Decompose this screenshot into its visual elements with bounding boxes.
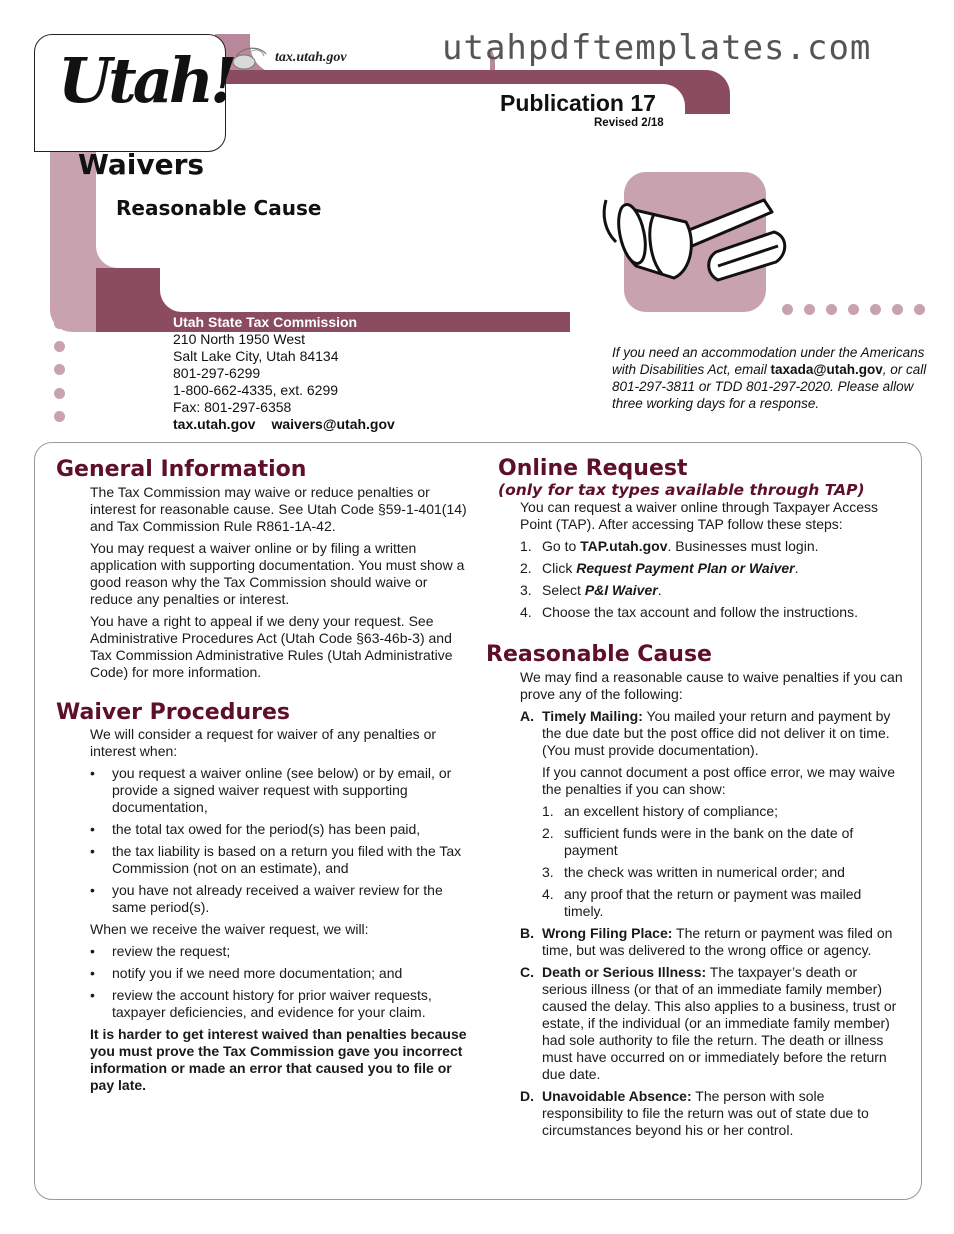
bullet-mark: • [90,882,95,898]
condition-item-text: the total tax owed for the period(s) has been paid, [112,821,421,837]
condition-item [90,882,474,916]
online-request-heading: Online Request [498,456,688,481]
online-request-subheading: (only for tax types available through TAP) [498,481,865,499]
bullet-mark: • [90,765,95,781]
condition-item [90,821,474,838]
publication-number: Publication 17 [500,90,656,116]
page-subtitle: Reasonable Cause [116,196,322,220]
ada-email-link[interactable]: taxada@utah.gov [770,362,883,377]
bullet-mark: • [90,821,95,837]
proof-item: 1. an excellent history of compliance; [542,803,778,819]
action-item-text: review the account history for prior waiver requests, taxpayer deficiencies, and evidence for your claim. [112,987,432,1020]
reasonable-cause-list [520,708,904,1139]
watermark: utahpdftemplates.com [442,28,872,68]
cause-death-or-illness: C. Death or Serious Illness: The taxpayer’s death or serious illness (or that of an immediate family member) caused the delay. This also applies to a business, trust or estate, if the individual (or an immediate family member) had sole authority to file the return. The death or illness must have occurred on or immediately before the return due date. [520,964,897,1082]
proof-number: 3. [542,864,554,880]
online-step: 2. Click Request Payment Plan or Waiver. [520,560,799,576]
bullet-mark: • [90,987,95,1003]
bullet-mark: • [90,843,95,859]
step-number: 4. [520,604,532,620]
waiver-actions-list [90,943,474,1021]
step-number: 2. [520,560,532,576]
phone-tollfree: 1-800-662-4335, ext. 6299 [173,382,339,398]
online-request-text: You can request a waiver online through Taxpayer Access Point (TAP). After accessing TAP follow these steps: 1. Go to TAP.utah.gov. Businesses must login. 2. Click Request Payment Plan or Waiver. 3. Select P&I Waiver. 4. Choose the tax account and follow the instructions. [520,499,904,626]
waiver-procedures-text: We will consider a request for waiver of any penalties or interest when: • you request a waiver online (see below) or by email, or provide a signed waiver request with supporting documentation, • the total tax owed for the period(s) has been paid, • the tax liability is based on a return you filed with the Tax Commission (not on an estimate), and • you have not already received a waiver review for the same period(s). When we receive the waiver request, we will: • review the request; • notify you if we need more documentation; and • review the account history for prior waiver requests, taxpayer deficiencies, and evidence for your claim. It is harder to get interest waived than penalties because you must prove the Tax Commission gave you incorrect information or made an error that caused you to file or pay late. [90,726,474,1099]
step-number: 1. [520,538,532,554]
contact-block [173,314,395,433]
action-item-text: notify you if we need more documentation; and [112,965,403,981]
reasonable-cause-text: We may find a reasonable cause to waive penalties if you can prove any of the following: A. Timely Mailing: You mailed your return and payment by the due date but the post office did not deliver it on time. (You must provide documentation). If you cannot document a post office error, we may waive the penalties if you can show: 1. an excellent history of compliance; 2. sufficient funds were in the bank on the date of payment 3. the check was written in numerical order; and 4. any proof that the return or payment was mailed timely. B. Wrong Filing Place: The return or payment was filed on time, but was delivered to the wrong office or agency. C. Death or Serious Illness: The taxpayer’s death or serious illness (or that of an immediate family member) caused the delay. This also applies to a business, trust or estate, if the individual (or an immediate family member) had sole authority to file the return. The death or illness must have occurred on or immediately before the return due date. D. Unavoidable Absence: The person with sole responsibility to file the return was out of state due to circumstances beyond his or her control. [520,669,903,1138]
general-information-heading: General Information [56,457,307,482]
cause-unavoidable-absence: D. Unavoidable Absence: The person with sole responsibility to file the return was out of state due to circumstances beyond his or her control. [520,1088,869,1138]
cause-timely-mailing: A. Timely Mailing: You mailed your return and payment by the due date but the post office did not deliver it on time. (You must provide documentation). If you cannot document a post office error, we may waive the penalties if you can show: 1. an excellent history of compliance; 2. sufficient funds were in the bank on the date of payment 3. the check was written in numerical order; and 4. any proof that the return or payment was mailed timely. [520,708,904,920]
agency-name: Utah State Tax Commission [173,314,358,330]
waiver-conditions-list [90,765,474,916]
condition-item-text: you request a waiver online (see below) or by email, or provide a signed waiver request with supporting documentation, [112,765,452,815]
action-item [90,965,474,982]
condition-item [90,765,474,816]
contact-block-cutout [160,268,570,312]
utah-logo: Utah! [58,44,234,117]
waiver-procedures-heading: Waiver Procedures [56,700,290,725]
action-item-text: review the request; [112,943,231,959]
address-line-1: 210 North 1950 West [173,331,306,347]
timely-mailing-proof-list [542,803,904,920]
revision-date: Revised 2/18 [594,117,664,129]
site-url: tax.utah.gov [275,50,347,65]
gavel-icon [596,170,796,300]
online-step: 4. Choose the tax account and follow the instructions. [520,604,858,620]
proof-item: 2. sufficient funds were in the bank on the date of payment [542,825,854,858]
cause-wrong-filing-place: B. Wrong Filing Place: The return or payment was filed on time, but was delivered to the wrong office or agency. [520,925,893,958]
proof-number: 2. [542,825,554,841]
ada-notice: If you need an accommodation under the Americans with Disabilities Act, email taxada@utah.gov, or call 801-297-3811 or TDD 801-297-2020. Please allow three working days for a response. [612,345,927,411]
bullet-mark: • [90,943,95,959]
interest-note: It is harder to get interest waived than penalties because you must prove the Tax Commission gave you incorrect information or made an error that caused you to file or pay late. [90,1026,467,1093]
proof-item: 4. any proof that the return or payment was mailed timely. [542,886,862,919]
address-line-2: Salt Lake City, Utah 84134 [173,348,339,364]
website-link[interactable]: tax.utah.gov [173,416,256,432]
general-information-text: The Tax Commission may waive or reduce penalties or interest for reasonable cause. See Utah Code §59-1-401(14) and Tax Commission Rule R861-1A-42. You may request a waiver online or by filing a written application with supporting documentation. You must show a good reason why the Tax Commission should waive or reduce any penalties or interest. You have a right to appeal if we deny your request. See Administrative Procedures Act (Utah Code §63-46b-3) and Tax Commission Administrative Rules (Utah Administrative Code) for more information. [90,484,467,680]
online-step: 1. Go to TAP.utah.gov. Businesses must login. [520,538,819,554]
page-title: Waivers [78,148,205,181]
proof-number: 1. [542,803,554,819]
action-item [90,987,474,1021]
fax-number: Fax: 801-297-6358 [173,399,292,415]
phone-local: 801-297-6299 [173,365,261,381]
condition-item-text: you have not already received a waiver review for the same period(s). [112,882,443,915]
step-emphasis[interactable]: TAP.utah.gov [580,538,668,554]
bullet-mark: • [90,965,95,981]
action-item [90,943,474,960]
online-steps-list [520,538,904,621]
condition-item-text: the tax liability is based on a return you filed with the Tax Commission (not on an estimate), and [112,843,462,876]
online-step: 3. Select P&I Waiver. [520,582,662,598]
reasonable-cause-heading: Reasonable Cause [486,642,712,667]
step-emphasis: P&I Waiver [584,582,658,598]
email-link[interactable]: waivers@utah.gov [271,416,395,432]
condition-item [90,843,474,877]
step-emphasis: Request Payment Plan or Waiver [576,560,795,576]
proof-item: 3. the check was written in numerical order; and [542,864,845,880]
proof-number: 4. [542,886,554,902]
step-number: 3. [520,582,532,598]
envelope-swirl-icon [230,44,270,74]
